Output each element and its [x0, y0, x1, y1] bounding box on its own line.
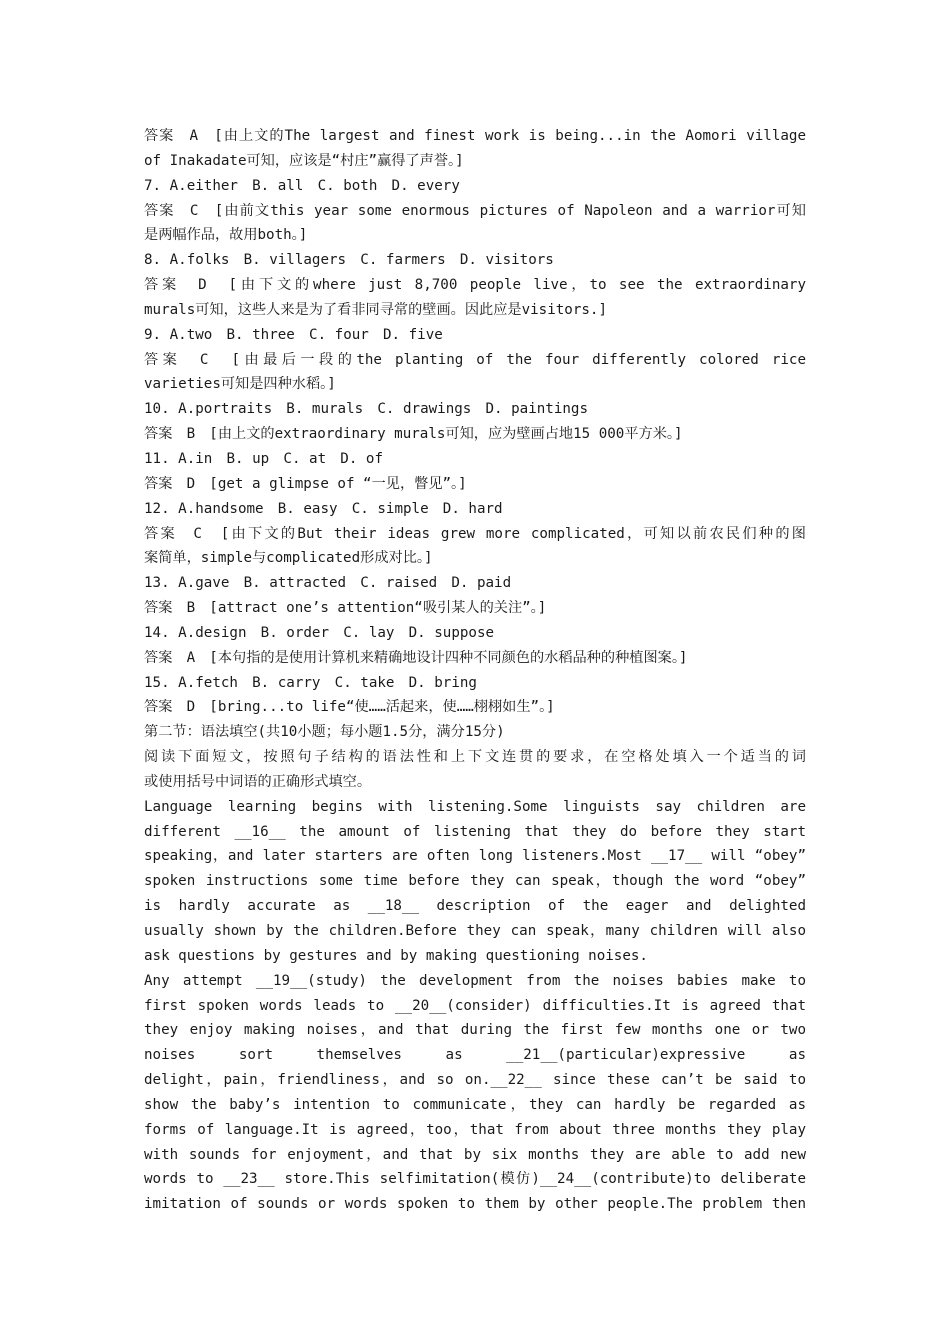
text-line: words to __23__ store.This selfimitation(模仿)__24__(contribute)to deliberate [144, 1171, 806, 1188]
text-line: 8. A.folks B. villagers C. farmers D. visitors [144, 252, 554, 269]
text-line: 答案 D [bring...to life“使……活起来，使……栩栩如生”。] [144, 699, 555, 716]
text-line: spoken instructions some time before they can speak，though the word “obey” [144, 873, 806, 890]
text-line: with sounds for enjoyment，and that by six months they are able to add new [144, 1146, 806, 1163]
text-line: 阅读下面短文，按照句子结构的语法性和上下文连贯的要求，在空格处填入一个适当的词 [144, 749, 806, 766]
text-line: 13. A.gave B. attracted C. raised D. paid [144, 575, 512, 592]
text-line: 答案 B [attract one’s attention“吸引某人的关注”。] [144, 600, 547, 617]
text-line: is hardly accurate as __18__ description of the eager and delighted [144, 898, 806, 915]
text-line: speaking，and later starters are often long listeners.Most __17__ will “obey” [144, 848, 806, 865]
text-line: imitation of sounds or words spoken to them by other people.The problem then [144, 1196, 806, 1213]
text-line: 答案 B [由上文的extraordinary murals可知，应为壁画占地15 000平方米。] [144, 426, 683, 443]
document-page [144, 124, 806, 1217]
text-line: 7. A.either B. all C. both D. every [144, 177, 460, 194]
text-line: ask questions by gestures and by making questioning noises. [144, 947, 648, 964]
text-line: usually shown by the children.Before they can speak，many children will also [144, 923, 806, 939]
text-line: 是两幅作品，故用both。] [144, 227, 308, 244]
text-line: 答案 C [由下文的But their ideas grew more complicated，可知以前农民们种的图 [144, 525, 806, 542]
text-line: show the baby’s intention to communicate，they can hardly be regarded as [144, 1096, 806, 1113]
text-line: 10. A.portraits B. murals C. drawings D. paintings [144, 401, 589, 418]
text-line: 第二节：语法填空(共10小题；每小题1.5分，满分15分) [144, 724, 505, 741]
text-line: 案简单，simple与complicated形成对比。] [144, 550, 433, 567]
text-line: first spoken words leads to __20__(consider) difficulties.It is agreed that [144, 997, 806, 1014]
text-line: different __16__ the amount of listening that they do before they start [144, 823, 806, 840]
text-line: 答案 C [由前文this year some enormous pictures of Napoleon and a warrior可知 [144, 202, 806, 219]
text-line: 12. A.handsome B. easy C. simple D. hard [144, 500, 503, 517]
text-line: noises sort themselves as __21__(particular)expressive as [144, 1047, 806, 1064]
text-line: 9. A.two B. three C. four D. five [144, 326, 443, 343]
text-line: 14. A.design B. order C. lay D. suppose [144, 624, 495, 641]
text-line: forms of language.It is agreed，too，that from about three months they play [144, 1121, 806, 1138]
text-line: Language learning begins with listening.Some linguists say children are [144, 798, 806, 815]
text-line: of Inakadate可知，应该是“村庄”赢得了声誉。] [144, 152, 464, 169]
text-line: 或使用括号中词语的正确形式填空。 [144, 773, 372, 790]
text-line: delight，pain，friendliness，and so on.__22__ since these can’t be said to [144, 1072, 806, 1089]
text-line: 11. A.in B. up C. at D. of [144, 450, 384, 467]
text-line: 答案 A [本句指的是使用计算机来精确地设计四种不同颜色的水稻品种的种植图案。] [144, 649, 688, 666]
text-line: Any attempt __19__(study) the development from the noises babies make to [144, 972, 806, 989]
text-line: 答案 D [get a glimpse of “一见，瞥见”。] [144, 475, 467, 492]
text-line: varieties可知是四种水稻。] [144, 376, 336, 393]
text-line: 答案 A [由上文的The largest and finest work is being...in the Aomori village [144, 128, 806, 144]
text-line: 答案 D [由下文的where just 8,700 people live，to see the extraordinary [144, 277, 806, 294]
text-line: 答案 C [由最后一段的the planting of the four differently colored rice [144, 351, 806, 368]
text-line: they enjoy making noises，and that during the first few months one or two [144, 1022, 806, 1039]
text-line: murals可知，这些人来是为了看非同寻常的壁画。因此应是visitors.] [144, 301, 607, 318]
text-line: 15. A.fetch B. carry C. take D. bring [144, 674, 477, 691]
